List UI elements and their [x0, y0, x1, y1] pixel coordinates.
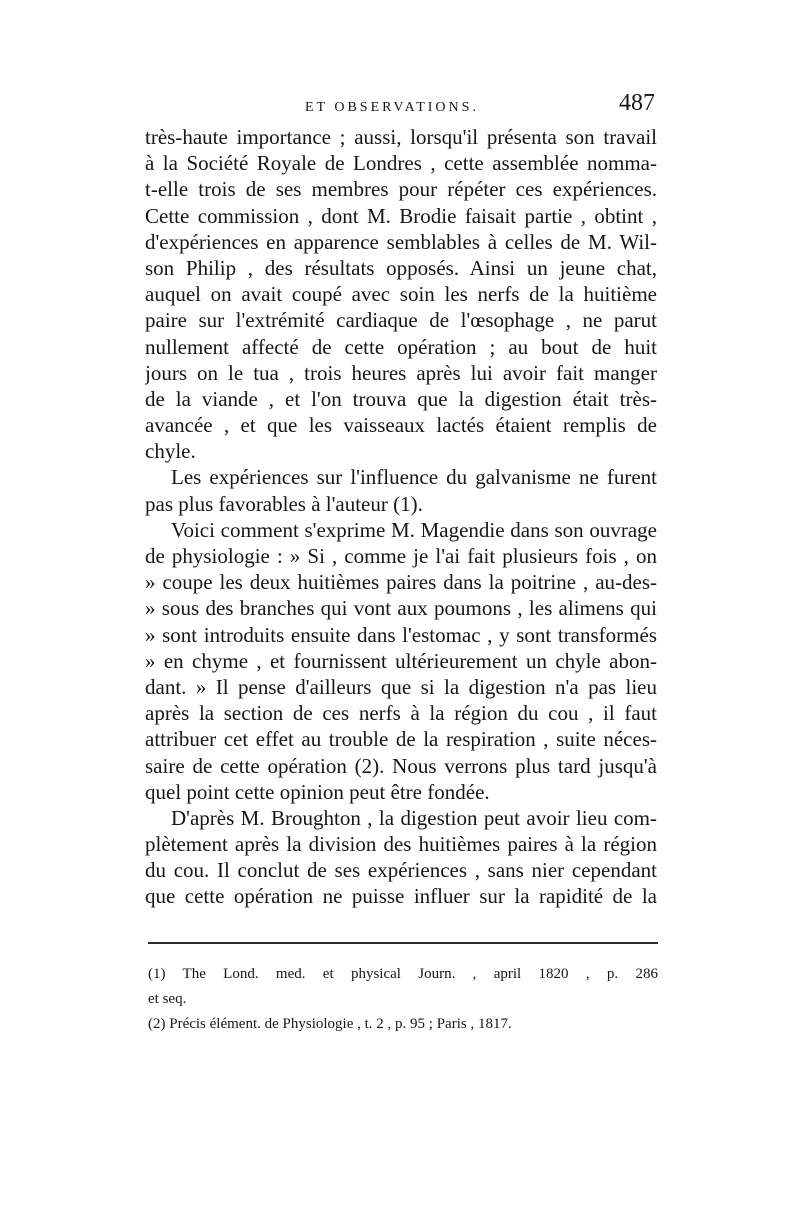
body-line: dant. » Il pense d'ailleurs que si la digestion n'a pas lieu	[145, 674, 657, 699]
body-line: très-haute importance ; aussi, lorsqu'il présenta son travail	[145, 125, 657, 149]
body-line: » sous des branches qui vont aux poumons , les alimens qui	[145, 596, 657, 621]
body-line: t-elle trois de ses membres pour répéter ces expériences.	[145, 177, 657, 202]
body-line: saire de cette opération (2). Nous verrons plus tard jusqu'à	[145, 753, 657, 778]
body-line: à la Société Royale de Londres , cette assemblée nomma-	[145, 151, 657, 176]
paragraph-start-line: Les expériences sur l'influence du galvanisme ne furent	[171, 465, 657, 490]
paragraph-start-line: D'après M. Broughton , la digestion peut avoir lieu com-	[171, 805, 657, 830]
paragraph-end-line: pas plus favorables à l'auteur (1).	[145, 491, 423, 516]
body-text	[145, 124, 657, 910]
body-line: son Philip , des résultats opposés. Ainsi un jeune chat,	[145, 255, 657, 280]
body-line: nullement affecté de cette opération ; au bout de huit	[145, 334, 657, 359]
page-number: 487	[619, 90, 655, 116]
footnote-1: (1) The Lond. med. et physical Journ. , april 1820 , p. 286	[148, 966, 658, 982]
body-line: jours on le tua , trois heures après lui avoir fait manger	[145, 360, 657, 385]
body-line: après la section de ces nerfs à la région du cou , il faut	[145, 701, 657, 726]
body-line: » en chyme , et fournissent ultérieurement un chyle abon-	[145, 648, 657, 673]
body-line: » sont introduits ensuite dans l'estomac , y sont transformés	[145, 622, 657, 647]
paragraph-end-line: quel point cette opinion peut être fondée.	[145, 779, 490, 804]
body-line: auquel on avait coupé avec soin les nerfs de la huitième	[145, 282, 657, 307]
body-line: de la viande , et l'on trouva que la digestion était très-	[145, 386, 657, 411]
footnote-2: (2) Précis élément. de Physiologie , t. 2 , p. 95 ; Paris , 1817.	[148, 1016, 512, 1032]
paragraph-start-line: Voici comment s'exprime M. Magendie dans son ouvrage	[171, 517, 657, 542]
paragraph-end-line: chyle.	[145, 439, 196, 464]
body-line: attribuer cet effet au trouble de la respiration , suite néces-	[145, 727, 657, 752]
running-head	[145, 90, 655, 124]
footnote-divider	[148, 942, 658, 944]
body-line: paire sur l'extrémité cardiaque de l'œsophage , ne parut	[145, 308, 657, 333]
body-line: de physiologie : » Si , comme je l'ai fait plusieurs fois , on	[145, 544, 657, 568]
body-line: plètement après la division des huitièmes paires à la région	[145, 832, 657, 857]
body-line: que cette opération ne puisse influer sur la rapidité de la	[145, 884, 657, 909]
running-head-title: ET OBSERVATIONS.	[305, 100, 479, 115]
footnote-1-continuation: et seq.	[148, 991, 187, 1007]
body-line: Cette commission , dont M. Brodie faisait partie , obtint ,	[145, 203, 657, 228]
body-line: avancée , et que les vaisseaux lactés étaient remplis de	[145, 413, 657, 438]
body-line: d'expériences en apparence semblables à celles de M. Wil-	[145, 229, 657, 254]
body-line: » coupe les deux huitièmes paires dans la poitrine , au-des-	[145, 570, 657, 595]
footnotes	[148, 962, 658, 1037]
body-line: du cou. Il conclut de ses expériences , sans nier cependant	[145, 858, 657, 883]
